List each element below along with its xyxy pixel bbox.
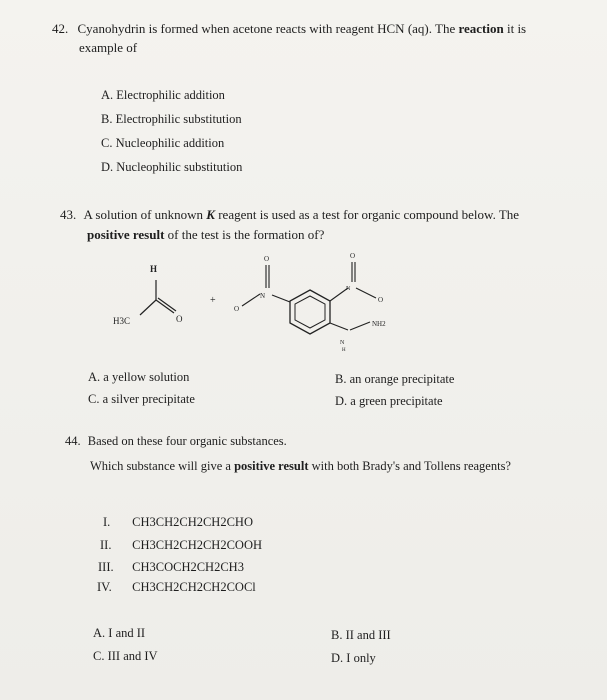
option-text: an orange precipitate — [349, 372, 455, 386]
option-text: Electrophilic addition — [116, 88, 225, 102]
q42-stem-line2: example of — [79, 40, 138, 55]
option-letter: D. — [331, 651, 344, 665]
q44-substance-2 — [100, 538, 262, 553]
q42-stem-line1 — [52, 21, 526, 37]
molecule-diagram — [100, 250, 430, 360]
q42-stem-tail: it is — [506, 21, 527, 36]
q44-stem-post: with both Brady's and Tollens reagents? — [311, 459, 511, 473]
q44-option-b[interactable] — [331, 628, 391, 643]
q42-option-a[interactable] — [101, 88, 225, 103]
right-n-plus-label: N — [346, 286, 351, 292]
formula: CH3CH2CH2CH2COCl — [132, 580, 256, 594]
option-letter: B. — [101, 112, 113, 126]
q43-stem-line1 — [60, 207, 519, 223]
q43-number: 43. — [60, 207, 77, 222]
q42-option-d[interactable] — [101, 160, 242, 175]
option-letter: A. — [93, 626, 106, 640]
option-text: I and II — [108, 626, 146, 640]
n-o-top-label: O — [264, 255, 270, 263]
q43-stem-post: reagent is used as a test for organic compound below. The — [218, 207, 520, 222]
h3c-label: H3C — [113, 316, 131, 326]
option-text: a yellow solution — [103, 370, 190, 384]
option-letter: D. — [101, 160, 114, 174]
q42-stem-text: Cyanohydrin is formed when acetone reacts with reagent HCN (aq). The — [77, 21, 456, 36]
q42-number: 42. — [52, 21, 69, 36]
q44-substance-3 — [98, 560, 244, 575]
option-text: a green precipitate — [350, 394, 443, 408]
q43-option-d[interactable] — [335, 394, 443, 409]
q44-option-d[interactable] — [331, 651, 376, 666]
q42-stem-bold: reaction — [458, 21, 504, 36]
q43-option-b[interactable] — [335, 372, 454, 387]
nh2-label: NH2 — [372, 320, 386, 328]
q42-option-c[interactable] — [101, 136, 224, 151]
q44-stem-bold: positive result — [234, 459, 309, 473]
q43-stem-pre: A solution of unknown — [83, 207, 204, 222]
q43-stem-line2 — [87, 227, 324, 243]
option-letter: C. — [88, 392, 100, 406]
n-plus-label: N — [260, 292, 266, 300]
q43-stem-bold: positive result — [87, 227, 165, 242]
formula: CH3COCH2CH2CH3 — [132, 560, 244, 574]
roman-numeral: IV. — [97, 580, 112, 594]
option-letter: B. — [331, 628, 343, 642]
q44-stem-line1 — [65, 434, 287, 449]
option-letter: A. — [88, 370, 101, 384]
q44-stem-text: Based on these four organic substances. — [87, 434, 287, 448]
roman-numeral: II. — [100, 538, 112, 552]
q44-stem-line2 — [90, 459, 511, 474]
q42-option-b[interactable] — [101, 112, 242, 127]
h-small-label: H — [342, 348, 346, 353]
q44-substance-4 — [97, 580, 256, 595]
dnph-structure — [234, 252, 386, 353]
right-o-top-label: O — [350, 252, 356, 260]
q43-stem-rest: of the test is the formation of? — [167, 227, 325, 242]
q43-stem-k: K — [206, 207, 215, 222]
q43-option-c[interactable] — [88, 392, 195, 407]
option-letter: A. — [101, 88, 114, 102]
option-text: II and III — [345, 628, 391, 642]
q43-option-a[interactable] — [88, 370, 189, 385]
roman-numeral: III. — [98, 560, 114, 574]
right-o-minus-label: O — [378, 296, 384, 304]
roman-numeral: I. — [103, 515, 111, 529]
o-minus-label: O — [234, 305, 240, 313]
plus-sign: + — [210, 295, 216, 306]
formula: CH3CH2CH2CH2COOH — [132, 538, 263, 552]
nh-n-label: N — [340, 340, 345, 346]
aldehyde-structure — [113, 264, 183, 326]
option-text: Nucleophilic substitution — [116, 160, 243, 174]
q44-option-c[interactable] — [93, 649, 158, 664]
h-label: H — [150, 264, 158, 274]
option-letter: B. — [335, 372, 347, 386]
option-text: a silver precipitate — [102, 392, 195, 406]
option-text: I only — [346, 651, 376, 665]
option-text: Electrophilic substitution — [115, 112, 242, 126]
q44-stem-pre: Which substance will give a — [90, 459, 231, 473]
option-letter: D. — [335, 394, 348, 408]
option-letter: C. — [93, 649, 105, 663]
option-text: III and IV — [107, 649, 158, 663]
formula: CH3CH2CH2CH2CHO — [132, 515, 253, 529]
q44-option-a[interactable] — [93, 626, 145, 641]
q44-substance-1 — [103, 515, 253, 530]
option-text: Nucleophilic addition — [115, 136, 225, 150]
q44-number: 44. — [65, 434, 81, 448]
option-letter: C. — [101, 136, 113, 150]
aldehyde-o-label: O — [176, 314, 183, 324]
